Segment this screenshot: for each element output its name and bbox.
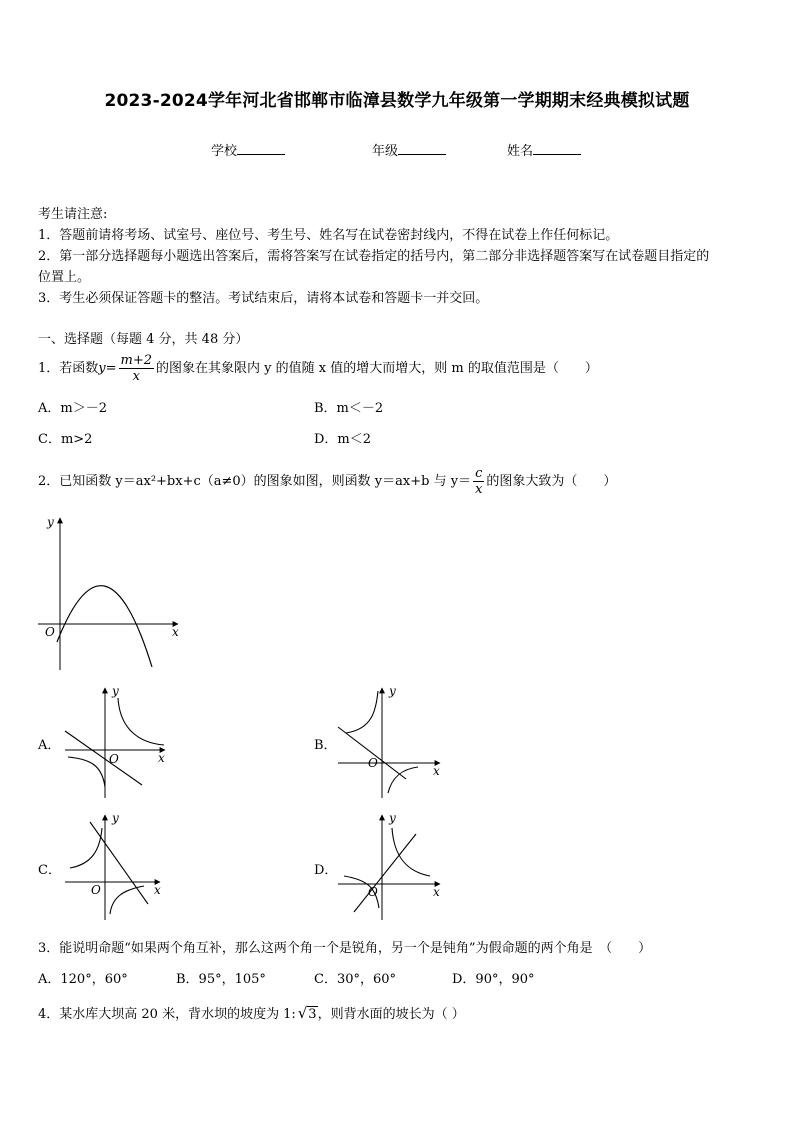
q1-option-c[interactable]: C．m>2 bbox=[38, 432, 93, 447]
b-hyperbola-upper bbox=[346, 691, 378, 733]
b-line bbox=[338, 727, 406, 779]
q1-option-d[interactable]: D．m＜2 bbox=[314, 432, 372, 447]
q2-option-c-graph[interactable] bbox=[60, 812, 175, 927]
c-origin-label: O bbox=[91, 883, 101, 897]
d-line bbox=[354, 834, 416, 912]
q1-func-var: y bbox=[98, 361, 106, 376]
d-origin-label: O bbox=[368, 885, 378, 899]
grade-field[interactable] bbox=[372, 140, 446, 159]
q2-option-b-label[interactable]: B． bbox=[314, 738, 337, 753]
a-y-label: y bbox=[112, 684, 119, 698]
q3-option-b[interactable]: B．95°，105° bbox=[176, 972, 266, 987]
c-hyperbola-upper bbox=[70, 828, 102, 868]
notice-item-1: 1．答题前请将考场、试室号、座位号、考生号、姓名写在试卷密封线内，不得在试卷上作任何标记。 bbox=[38, 228, 619, 243]
a-x-label: x bbox=[158, 751, 165, 765]
section-heading: 一、选择题（每题 4 分，共 48 分） bbox=[38, 332, 249, 347]
a-hyperbola-upper bbox=[118, 698, 164, 745]
q2-option-a-graph[interactable] bbox=[60, 685, 175, 800]
a-origin-label: O bbox=[109, 752, 119, 766]
q1-frac-num: m+2 bbox=[120, 353, 153, 368]
b-y-label: y bbox=[389, 684, 396, 698]
notice-item-2-line-2: 位置上。 bbox=[38, 270, 91, 285]
q2-option-c-label[interactable]: C． bbox=[38, 863, 61, 878]
sqrt-symbol: √ bbox=[297, 1004, 308, 1022]
q2-x-label: x bbox=[172, 625, 179, 639]
q2-option-d-label[interactable]: D． bbox=[314, 863, 338, 878]
grade-label: 年级 bbox=[372, 144, 399, 159]
name-field[interactable] bbox=[507, 140, 581, 159]
name-label: 姓名 bbox=[507, 144, 534, 159]
notice-item-3: 3．考生必须保证答题卡的整洁。考试结束后，请将本试卷和答题卡一并交回。 bbox=[38, 291, 489, 306]
q1-prefix: 1．若函数 bbox=[38, 361, 99, 376]
q2-parabola-curve bbox=[57, 586, 152, 667]
q1-option-a[interactable]: A．m＞－2 bbox=[38, 401, 107, 416]
q1-frac-den: x bbox=[132, 369, 140, 384]
notice-heading: 考生请注意: bbox=[38, 207, 108, 222]
school-field[interactable] bbox=[211, 140, 285, 159]
q3-option-a[interactable]: A．120°，60° bbox=[38, 972, 128, 987]
q2-option-a-label[interactable]: A． bbox=[38, 738, 61, 753]
q2-frac-den: x bbox=[475, 482, 483, 497]
q4-ratio-left: 1: bbox=[283, 1007, 296, 1022]
q4-sqrt bbox=[298, 1003, 318, 1025]
d-y-label: y bbox=[389, 811, 396, 825]
d-x-label: x bbox=[433, 885, 440, 899]
q1-fraction bbox=[119, 353, 155, 384]
school-label: 学校 bbox=[211, 144, 238, 159]
q2-y-label: y bbox=[47, 515, 54, 529]
q2-option-d-graph[interactable] bbox=[336, 812, 451, 927]
q4-sqrt-radicand: 3 bbox=[308, 1007, 317, 1022]
school-blank[interactable] bbox=[237, 142, 285, 155]
grade-blank[interactable] bbox=[398, 142, 446, 155]
notice-item-2-line-1: 2．第一部分选择题每小题选出答案后，需将答案写在试卷指定的括号内，第二部分非选择题答案写在试卷题目指定的 bbox=[38, 249, 710, 264]
page-title: 2023-2024学年河北省邯郸市临漳县数学九年级第一学期期末经典模拟试题 bbox=[104, 91, 690, 111]
c-y-label: y bbox=[112, 811, 119, 825]
b-x-label: x bbox=[433, 764, 440, 778]
q2-fraction bbox=[473, 466, 484, 497]
a-hyperbola-lower bbox=[68, 757, 105, 787]
q4-suffix: ，则背水面的坡长为（ ） bbox=[317, 1007, 465, 1022]
q2-prefix: 2．已知函数 y＝ax²+bx+c（a≠0）的图象如图，则函数 y＝ax+b 与 y＝ bbox=[38, 474, 472, 489]
question-4 bbox=[38, 1003, 465, 1025]
q1-eq: = bbox=[105, 361, 117, 376]
q2-suffix: 的图象大致为（ ） bbox=[486, 474, 617, 489]
q2-parabola-graph bbox=[30, 512, 190, 672]
q3-option-d[interactable]: D．90°，90° bbox=[452, 972, 535, 987]
b-origin-label: O bbox=[368, 756, 378, 770]
q4-prefix: 4．某水库大坝高 20 米，背水坝的坡度为 bbox=[38, 1007, 280, 1022]
name-blank[interactable] bbox=[533, 142, 581, 155]
c-x-label: x bbox=[154, 883, 161, 897]
q2-origin-label: O bbox=[45, 625, 55, 639]
q2-frac-num: c bbox=[473, 466, 484, 482]
question-3: 3．能说明命题“如果两个角互补，那么这两个角一个是锐角，另一个是钝角”为假命题的两个角是 （ ） bbox=[38, 941, 652, 956]
q1-suffix: 的图象在其象限内 y 的值随 x 值的增大而增大，则 m 的取值范围是（ ） bbox=[156, 361, 598, 376]
q2-option-b-graph[interactable] bbox=[336, 685, 451, 800]
d-hyperbola-upper bbox=[392, 828, 430, 876]
q1-option-b[interactable]: B．m＜－2 bbox=[314, 401, 384, 416]
question-2 bbox=[38, 466, 616, 497]
q3-option-c[interactable]: C．30°，60° bbox=[314, 972, 397, 987]
question-1 bbox=[38, 353, 598, 384]
b-hyperbola-lower bbox=[388, 767, 418, 793]
